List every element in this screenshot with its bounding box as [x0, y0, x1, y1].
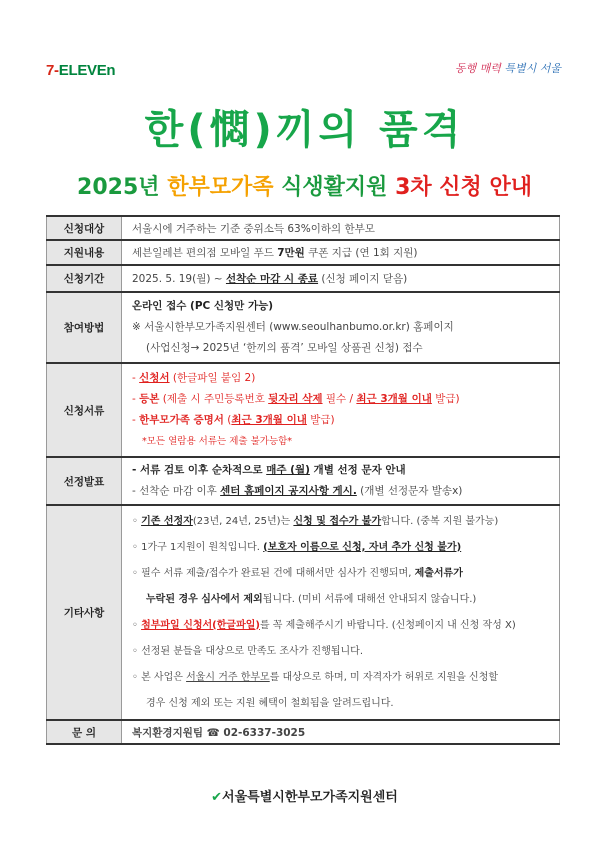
etc-line4 [132, 587, 549, 613]
etc-line6: ◦ 선정된 분들을 대상으로 만족도 조사가 진행됩니다. [132, 645, 364, 657]
etc-3-b: 제출서류가 [414, 567, 463, 579]
docs-2-mid1: (제출 시 주민등록번호 [159, 393, 269, 405]
docs-3-mid: ( [223, 414, 232, 426]
row-docs-value [122, 363, 560, 457]
docs-line1 [132, 368, 549, 389]
etc-2-b: (보호자 이름으로 신청, 자녀 추가 신청 불가) [263, 541, 462, 553]
docs-3-strong: 한부모가족 증명서 [139, 414, 224, 426]
etc-1-b2: 신청 및 접수가 불가 [293, 515, 382, 527]
period-pre: 2025. 5. 19(월) ~ [132, 273, 226, 285]
etc-5-post: 를 꼭 제출해주시기 바랍니다. (신청페이지 내 신청 작성 X) [259, 619, 516, 631]
etc-line5 [132, 613, 549, 639]
subtitle-support: 식생활지원 [273, 175, 396, 200]
period-post: (신청 페이지 닫음) [318, 273, 408, 285]
page-subtitle [0, 170, 609, 201]
row-etc-head: 기타사항 [47, 505, 122, 720]
row-contact-head: 문 의 [47, 720, 122, 744]
select-2-post: (개별 선정문자 발송x) [356, 485, 463, 497]
seven-eleven-logo [46, 62, 115, 79]
select-1-em: 매주 (월) [266, 464, 310, 476]
select-1-post: 개별 선정 문자 안내 [309, 464, 406, 476]
etc-list [132, 509, 549, 717]
docs-1-post: (한글파일 붙임 2) [169, 372, 256, 384]
docs-2-strong: 등본 [139, 393, 160, 405]
docs-2-em2: 최근 3개월 이내 [356, 393, 432, 405]
docs-1-strong: 신청서 [139, 372, 170, 384]
row-period [47, 265, 560, 292]
check-icon: ✔ [211, 790, 223, 805]
etc-4-b: 누락된 경우 심사에서 제외 [146, 593, 263, 605]
etc-1-pre: ◦ [132, 515, 142, 527]
docs-2-mid2: 필수 / [322, 393, 357, 405]
docs-2-em1: 뒷자리 삭제 [268, 393, 323, 405]
etc-3-pre: ◦ 필수 서류 제출/접수가 완료된 건에 대해서만 심사가 진행되며, [132, 567, 415, 579]
row-period-head: 신청기간 [47, 265, 122, 292]
row-docs-head: 신청서류 [47, 363, 122, 457]
row-support-value [122, 240, 560, 265]
method-line1: 온라인 접수 (PC 신청만 가능) [132, 300, 274, 312]
etc-line8: 경우 신청 제외 또는 지원 혜택이 철회됨을 알려드립니다. [146, 697, 394, 709]
etc-line1 [132, 509, 549, 535]
footer-org [0, 786, 609, 805]
etc-line7 [132, 665, 549, 691]
subtitle-family: 한부모가족 [167, 175, 274, 200]
docs-2-post: 발급) [431, 393, 460, 405]
seoul-slogan-part1: 동행 매력 [454, 62, 501, 75]
etc-7-pre: ◦ 본 사업은 [132, 671, 187, 683]
row-target-value: 서울시에 거주하는 기준 중위소득 63%이하의 한부모 [122, 216, 560, 240]
etc-1-b1: 기존 선정자 [141, 515, 193, 527]
row-select [47, 457, 560, 505]
row-select-value [122, 457, 560, 505]
row-period-value [122, 265, 560, 292]
docs-line2 [132, 389, 549, 410]
subtitle-year: 2025년 [77, 175, 168, 200]
etc-7-post: 를 대상으로 하며, 미 자격자가 허위로 지원을 신청할 [269, 671, 499, 683]
select-line2 [132, 481, 549, 502]
select-1-pre: - 서류 검토 이후 순차적으로 [132, 464, 267, 476]
docs-note: *모든 열람용 서류는 제출 불가능함* [142, 436, 293, 447]
select-2-pre: - 선착순 마감 이후 [132, 485, 221, 497]
row-target-head: 신청대상 [47, 216, 122, 240]
subtitle-round: 3차 신청 안내 [395, 175, 532, 200]
select-line1 [132, 460, 549, 481]
page-title: 한(㦖)끼의 품격 [144, 107, 465, 153]
row-select-head: 선정발표 [47, 457, 122, 505]
etc-line2 [132, 535, 549, 561]
support-pre: 세븐일레븐 편의점 모바일 푸드 [132, 247, 278, 259]
docs-1-pre: - [132, 372, 140, 384]
method-line2: ※ 서울시한부모가족지원센터 (www.seoulhanbumo.or.kr) 홈페이지 [132, 321, 454, 333]
docs-3-pre: - [132, 414, 140, 426]
footer-org-name: 서울특별시한부모가족지원센터 [222, 790, 398, 805]
etc-7-u: 서울시 거주 한부모 [186, 671, 270, 683]
etc-2-pre: ◦ 1가구 1지원이 원칙입니다. [132, 541, 264, 553]
row-method-head: 참여방법 [47, 292, 122, 363]
period-strong: 선착순 마감 시 종료 [225, 273, 319, 285]
row-support-head: 지원내용 [47, 240, 122, 265]
row-contact-value: 복지환경지원팀 ☎ 02-6337-3025 [122, 720, 560, 744]
row-etc [47, 505, 560, 720]
etc-5-red: 첨부파일 신청서(한글파일) [141, 619, 260, 631]
support-post: 쿠폰 지급 (연 1회 지원) [304, 247, 418, 259]
docs-3-post: 발급) [306, 414, 335, 426]
row-method [47, 292, 560, 363]
info-table [46, 215, 560, 745]
docs-3-em: 최근 3개월 이내 [231, 414, 307, 426]
docs-2-pre: - [132, 393, 140, 405]
seoul-slogan-logo [455, 60, 561, 76]
etc-1-post: 합니다. (중복 지원 불가능) [381, 515, 499, 527]
logo-seven: 7- [46, 62, 59, 79]
row-support [47, 240, 560, 265]
etc-4-post: 됩니다. (미비 서류에 대해선 안내되지 않습니다.) [262, 593, 477, 605]
row-target [47, 216, 560, 240]
etc-1-mid: (23년, 24년, 25년)는 [192, 515, 294, 527]
method-line3: (사업신청→ 2025년 ‘한끼의 품격’ 모바일 상품권 신청) 접수 [146, 342, 423, 354]
etc-line3 [132, 561, 549, 587]
etc-5-pre: ◦ [132, 619, 142, 631]
select-2-em: 센터 홈페이지 공지사항 게시. [220, 485, 357, 497]
row-contact [47, 720, 560, 744]
support-amount: 7만원 [277, 247, 305, 259]
docs-line3 [132, 410, 549, 431]
row-docs [47, 363, 560, 457]
row-method-value [122, 292, 560, 363]
logo-eleven: ELEVEn [58, 62, 116, 79]
seoul-slogan-part2: 특별시 서울 [504, 62, 561, 75]
row-etc-value [122, 505, 560, 720]
